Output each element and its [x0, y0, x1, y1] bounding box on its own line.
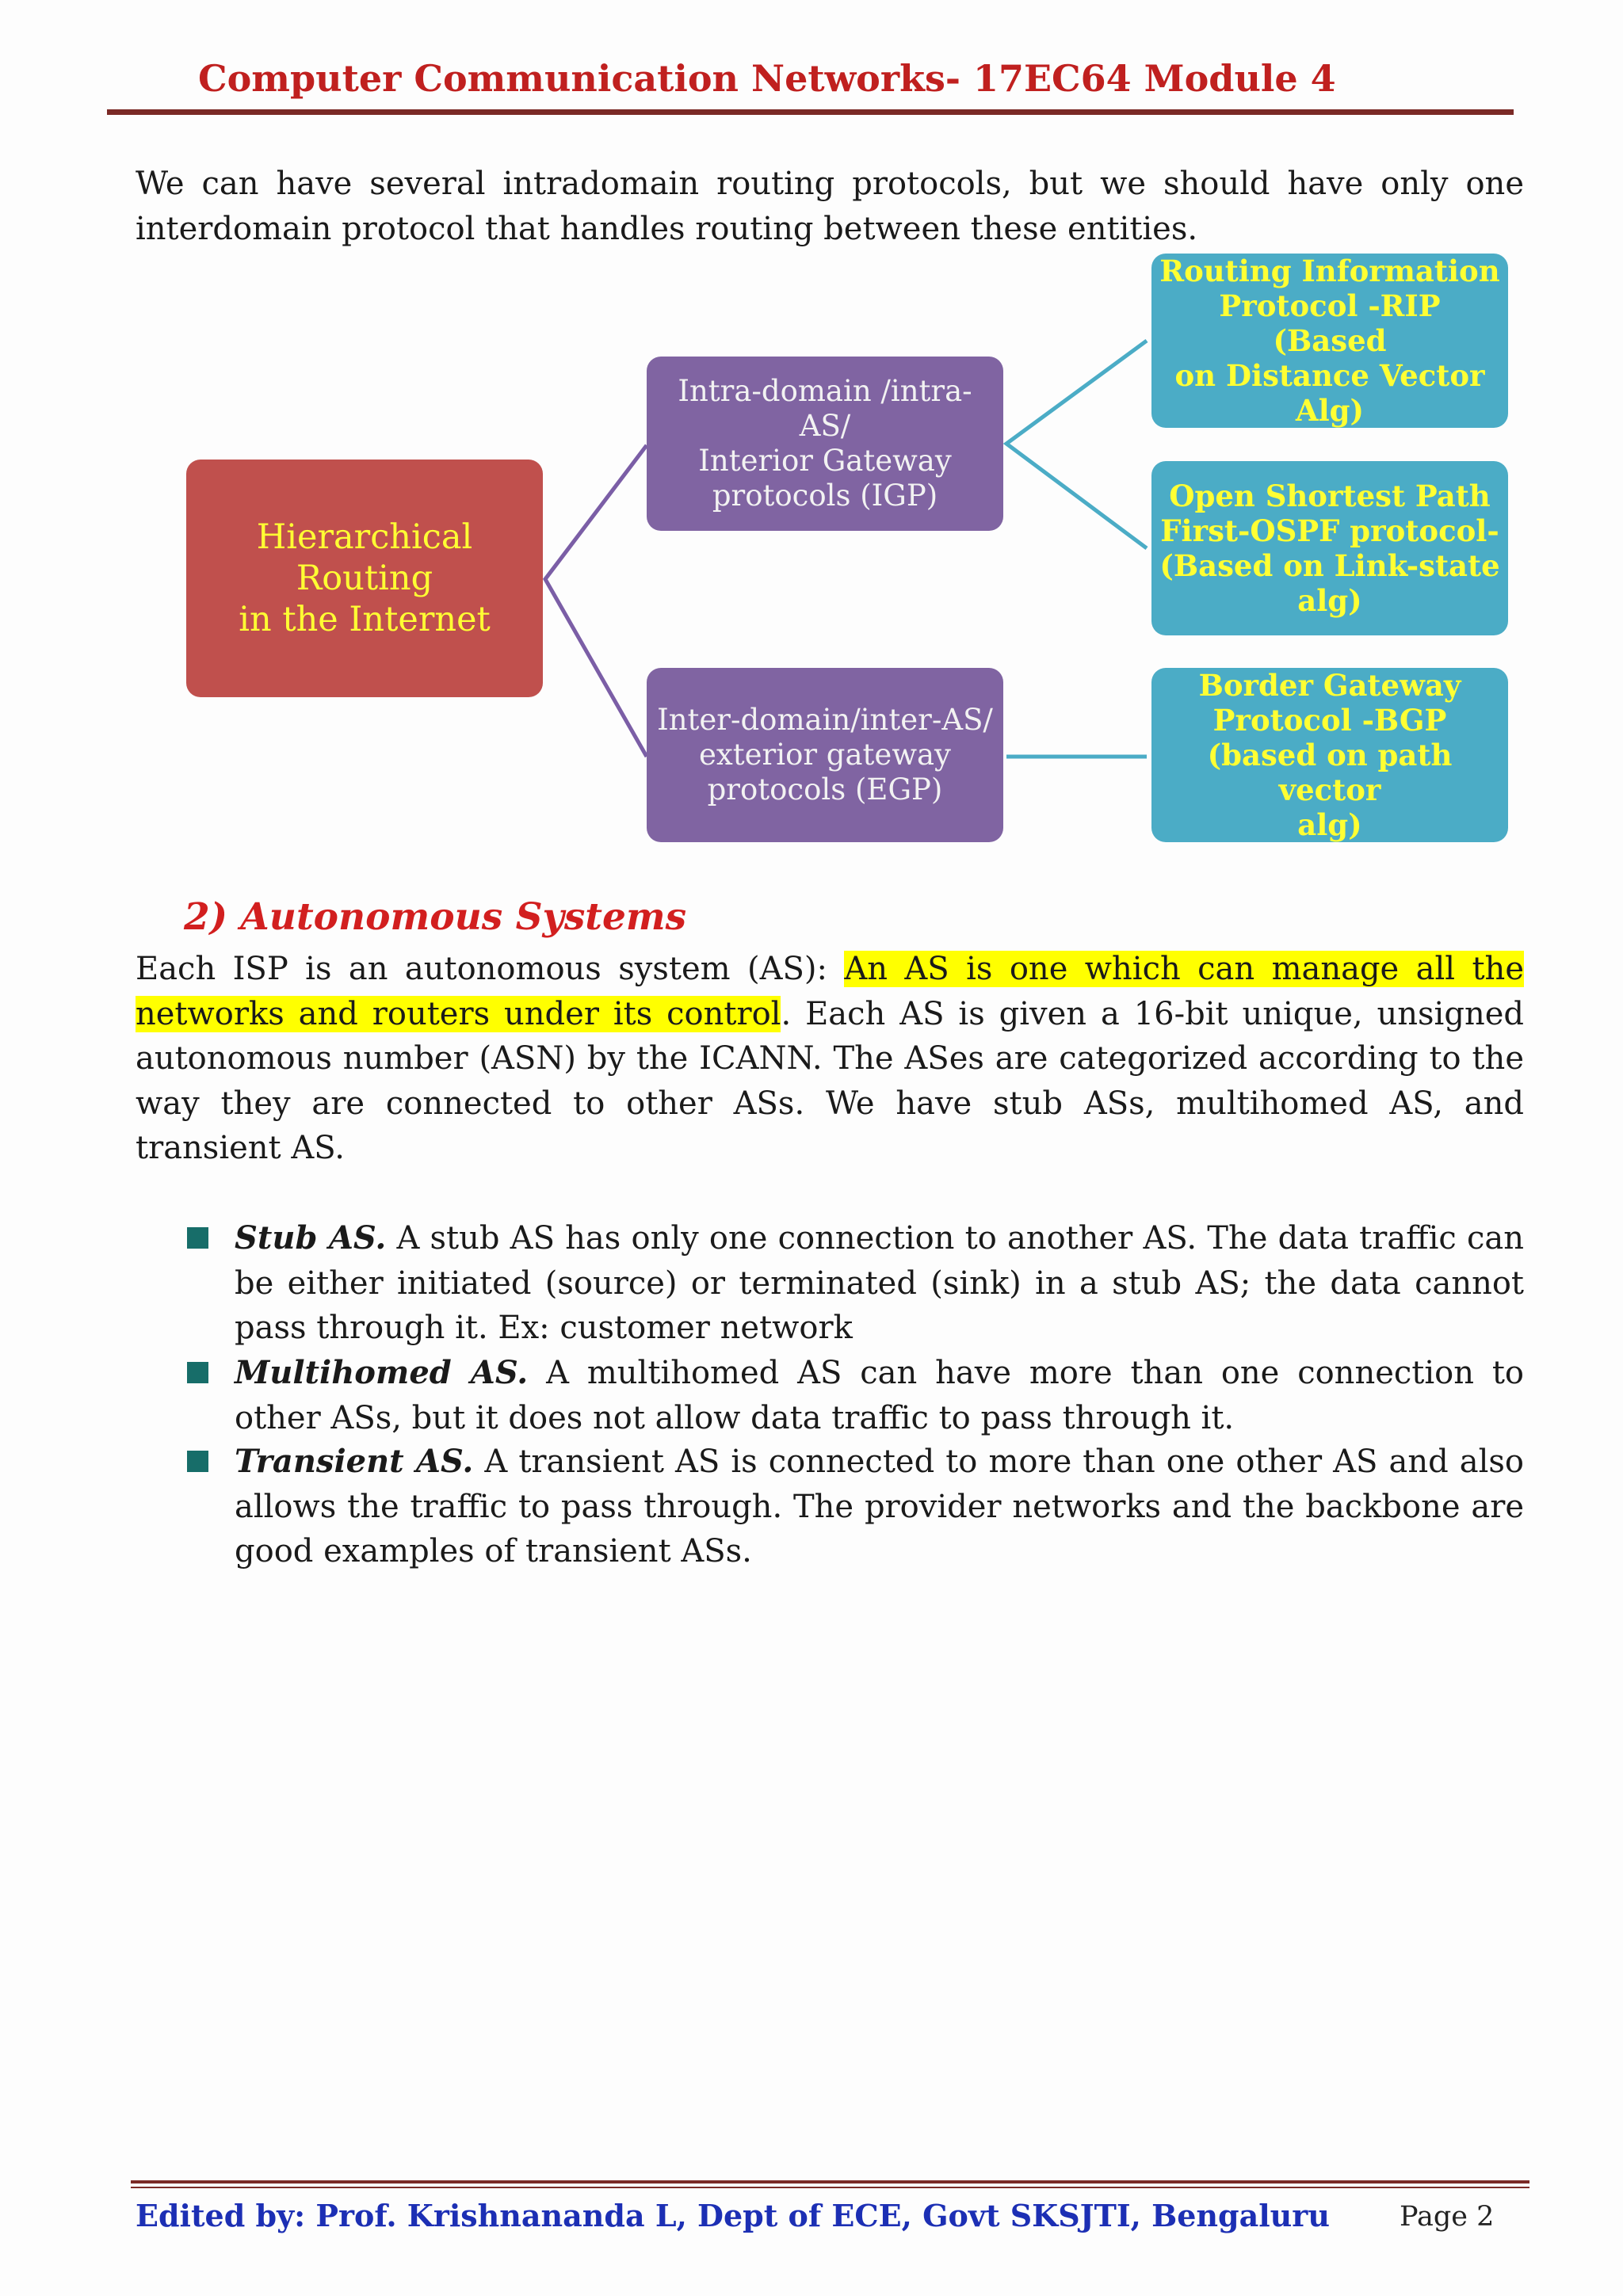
ospf-line-4: alg) — [1297, 583, 1362, 618]
egp-line-3: protocols (EGP) — [707, 772, 943, 807]
section-heading: 2) Autonomous Systems — [184, 895, 687, 939]
diagram-egp-node — [647, 668, 1003, 842]
as-para-before: Each ISP is an autonomous system (AS): — [136, 951, 845, 987]
diagram-ospf-node — [1151, 461, 1508, 635]
ospf-line-1: Open Shortest Path — [1169, 479, 1491, 513]
as-paragraph — [136, 947, 1524, 1171]
rip-line-2: Protocol -RIP (Based — [1219, 288, 1441, 358]
bullet-body: A stub AS has only one connection to another AS. The data traffic can be either initiated (source) or terminated (sink) in a stub AS; the data cannot pass through it. Ex: customer network — [235, 1220, 1525, 1346]
bgp-line-2: Protocol -BGP — [1212, 703, 1447, 738]
intro-paragraph: We can have several intradomain routing protocols, but we should have only one interdomain protocol that handles routing between these entities. — [136, 166, 1524, 247]
page-header-title: Computer Communication Networks- 17EC64 Module 4 — [198, 57, 1336, 100]
diagram-bgp-node — [1151, 668, 1508, 842]
diagram-root-node — [186, 460, 543, 697]
rip-line-1: Routing Information — [1159, 254, 1500, 288]
footer-rule — [131, 2180, 1529, 2183]
page-number: Page 2 — [1400, 2201, 1495, 2233]
ospf-line-3: (Based on Link-state — [1159, 548, 1500, 583]
bullet-body: A transient AS is connected to more than one other AS and also allows the traffic to pass through. The provider networks and the backbone are good examples of transient ASs. — [235, 1444, 1524, 1569]
rip-line-3: on Distance Vector — [1174, 358, 1485, 393]
bullet-term: Transient AS. — [235, 1443, 474, 1480]
diagram-rip-node — [1151, 254, 1508, 428]
bullet-term: Stub AS. — [235, 1219, 387, 1257]
as-para-highlight: An AS is one which can manage all the networks and routers under its control — [136, 951, 1524, 1032]
footer-rule-thin — [131, 2187, 1529, 2188]
igp-line-2: Interior Gateway — [698, 444, 952, 478]
bgp-line-1: Border Gateway — [1198, 668, 1461, 703]
egp-line-2: exterior gateway — [699, 738, 951, 772]
connector-igp-leaves — [1006, 341, 1147, 548]
bgp-line-3: (based on path vector — [1207, 738, 1453, 807]
rip-line-4: Alg) — [1295, 393, 1365, 428]
igp-line-3: protocols (IGP) — [712, 479, 938, 513]
footer-credit: Edited by: Prof. Krishnananda L, Dept of ECE, Govt SKSJTI, Bengaluru — [136, 2198, 1330, 2233]
bullet-term: Multihomed AS. — [235, 1354, 529, 1391]
bullet-multihomed-as — [187, 1351, 1524, 1440]
as-para-after: . Each AS is given a 16-bit unique, unsigned autonomous number (ASN) by the ICANN. The ASes are categorized according to the way they are connected to other ASs. We have stub ASs, multihomed AS, and transient AS. — [136, 995, 1524, 1166]
diagram-igp-node — [647, 357, 1003, 531]
egp-line-1: Inter-domain/inter-AS/ — [657, 703, 993, 737]
square-bullet-icon — [187, 1451, 208, 1472]
root-line-2: in the Internet — [239, 600, 491, 639]
square-bullet-icon — [187, 1227, 208, 1249]
bullet-body: A multihomed AS can have more than one connection to other ASs, but it does not allow data traffic to pass through it. — [235, 1355, 1525, 1436]
connector-root-igp — [545, 445, 647, 757]
bullet-transient-as — [187, 1440, 1524, 1574]
ospf-line-2: First-OSPF protocol- — [1160, 513, 1499, 548]
igp-line-1: Intra-domain /intra-AS/ — [678, 374, 972, 443]
bgp-line-4: alg) — [1297, 807, 1362, 842]
root-line-1: Hierarchical Routing — [256, 517, 473, 598]
square-bullet-icon — [187, 1362, 208, 1383]
bullet-stub-as — [187, 1216, 1524, 1351]
